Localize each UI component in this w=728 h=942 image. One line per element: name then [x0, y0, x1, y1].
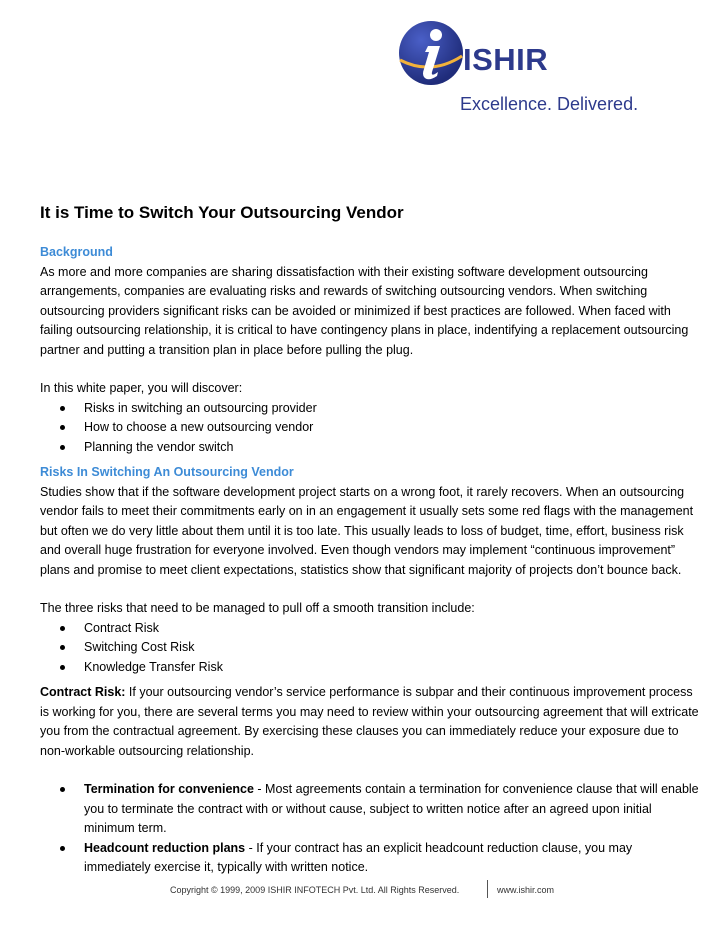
page-title: It is Time to Switch Your Outsourcing Vendor — [40, 203, 404, 222]
footer-copyright: Copyright © 1999, 2009 ISHIR INFOTECH Pvt. Ltd. All Rights Reserved. — [170, 885, 460, 895]
list-item: Switching Cost Risk — [40, 638, 700, 658]
contract-risk-text: If your outsourcing vendor’s service performance is subpar and their continuous improvement process is working for you, there are several terms you may need to review within your outsourcing agreement that will extricate you from the contractual agreement. By exercising these clauses you can immediately reduce your exposure due to non-workable outsourcing relationship. — [40, 685, 699, 758]
section-heading-risks: Risks In Switching An Outsourcing Vendor — [40, 465, 294, 479]
section-heading-background: Background — [40, 245, 113, 259]
company-logo — [398, 20, 658, 114]
clause-term: Termination for convenience — [84, 782, 254, 796]
list-item: How to choose a new outsourcing vendor — [40, 418, 700, 438]
clause-term: Headcount reduction plans — [84, 840, 246, 855]
contract-risk-label: Contract Risk: — [40, 685, 126, 699]
list-item: Risks in switching an outsourcing provider — [40, 399, 700, 419]
list-item — [40, 839, 700, 878]
background-paragraph: As more and more companies are sharing dissatisfaction with their existing software development outsourcing arrangements, companies are evaluating risks and rewards of switching outsourcing vendors. When switching outsourcing providers significant risks can be avoided or minimized if best practices are followed. When faced with failing outsourcing relationship, it is critical to have contingency plans in place, indentifying a replacement outsourcing partner and putting a transition plan in place before pulling the plug. — [40, 264, 689, 357]
list-item — [40, 780, 700, 839]
contract-risk-paragraph — [40, 683, 700, 761]
page-footer — [0, 880, 728, 900]
list-item: Contract Risk — [40, 619, 700, 639]
risks-paragraph: Studies show that if the software development project starts on a wrong foot, it rarely recovers. When an outsourcing vendor fails to meet their commitments early on in an engagement it usually sets some red flags with the management but often we do very little about them until it is too late. This usually leads to loss of budget, time, effort, business risk and overall huge frustration for everyone involved. Even though vendors may implement “continuous improvement” plans and promise to meet client expectations, statistics show that significant majority of projects don’t bounce back. — [40, 484, 694, 577]
list-item: Knowledge Transfer Risk — [40, 658, 700, 678]
contract-clauses-list — [40, 780, 700, 878]
risks-intro: The three risks that need to be managed to pull off a smooth transition include: — [40, 601, 475, 615]
list-item: Planning the vendor switch — [40, 438, 700, 458]
logo-name: ISHIR — [463, 42, 549, 77]
footer-divider — [487, 880, 488, 898]
footer-website-link[interactable]: www.ishir.com — [497, 885, 555, 895]
logo-tagline: Excellence. Delivered. — [460, 94, 639, 114]
discover-intro: In this white paper, you will discover: — [40, 381, 243, 395]
ishir-i-icon — [398, 20, 464, 86]
clause-text: - If your contract has an explicit headcount reduction clause, you may immediately exercise it, typically with written notice. — [84, 840, 633, 874]
clause-text: - Most agreements contain a termination for convenience clause that will enable you to terminate the contract with or without cause, subject to written notice after an agreed upon initial minimum term. — [84, 782, 699, 835]
document-body — [40, 243, 700, 878]
discover-list — [40, 399, 700, 458]
risks-list — [40, 619, 700, 678]
